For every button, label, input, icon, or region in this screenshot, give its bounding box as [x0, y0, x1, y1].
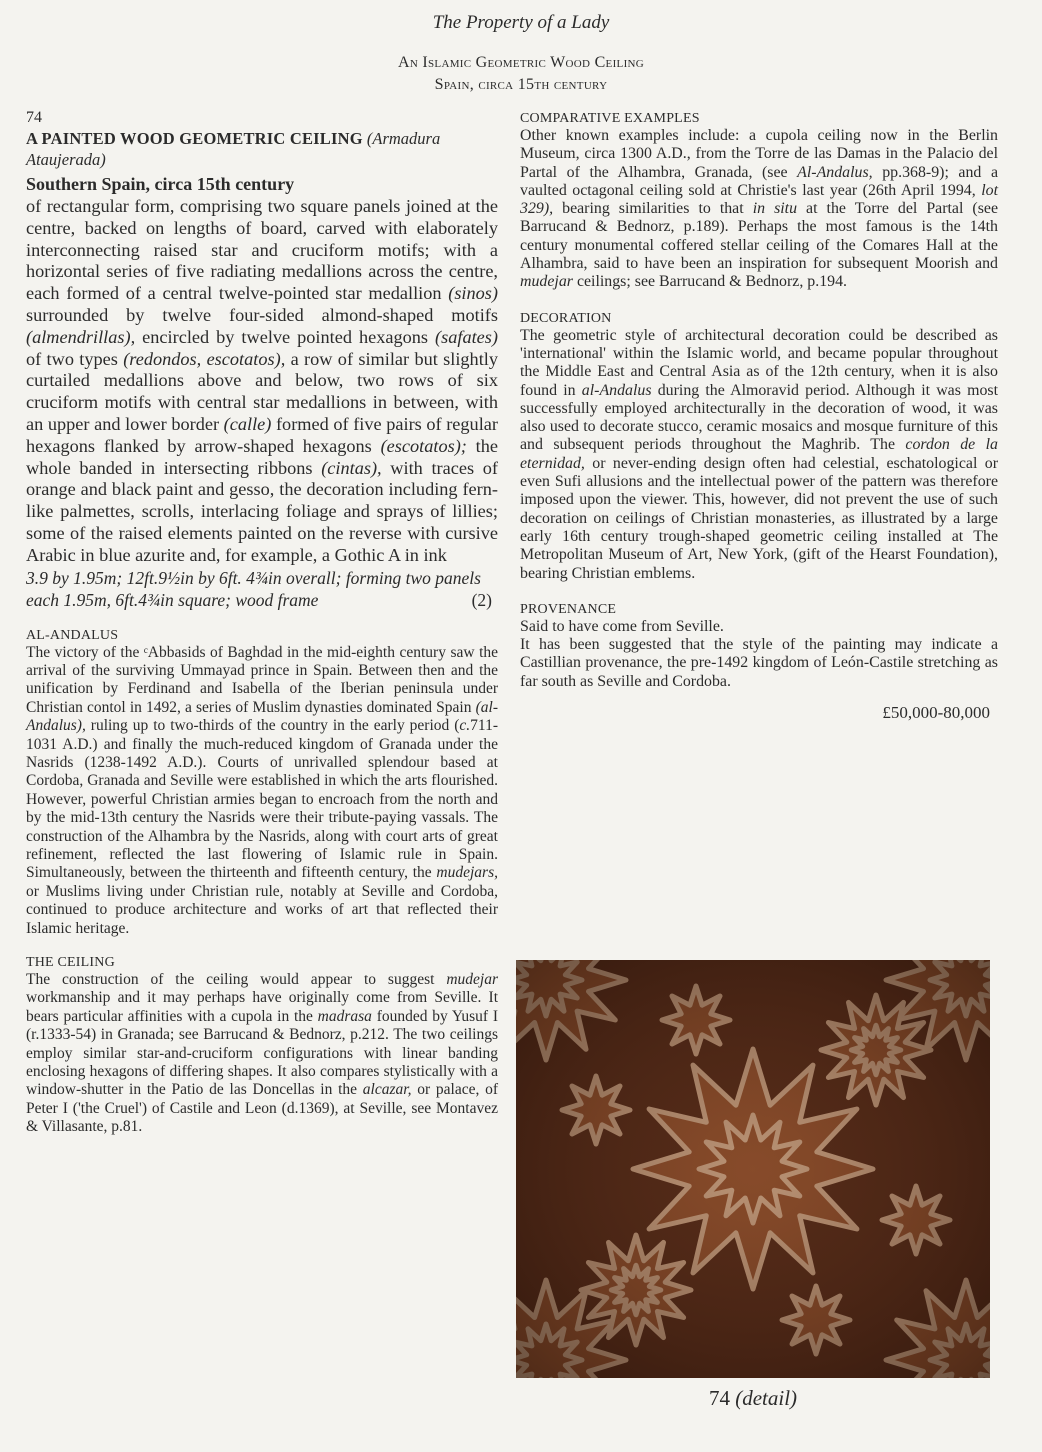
body-text: bearing similarities to that	[553, 200, 753, 218]
lot-origin: Southern Spain, circa 15th century	[26, 174, 295, 194]
right-column	[520, 110, 998, 723]
desc-text: with traces of orange and black paint and gesso, the decoration including fern-like palmettes, scrolls, interlacing foliage and sprays of lillies; some of the raised elements painted on the reverse with cursive Arabic in blue azurite and, for example, a Gothic A in ink	[26, 457, 498, 565]
section-heading-comparative: COMPARATIVE EXAMPLES	[520, 111, 700, 126]
page-subtitle	[0, 52, 1042, 96]
body-text: founded by Yusuf I (r.1333-54) in Granada; see Barrucand & Bednorz, p.212. The two ceilings employ similar star-and-cruciform configurations with linear banding enclosing hexagons of differing shapes. It also compares stylistically with a window-shutter in the Patio de las Doncellas in the	[26, 1007, 498, 1099]
body-text: Other known examples include: a cupola ceiling now in the Berlin Museum, circa 1300 A.D., from the Torre de las Damas in the Palacio del Partal of the Alhambra, Granada, (see	[520, 127, 998, 181]
body-text: ceilings; see Barrucand & Bednorz, p.194.	[572, 273, 848, 291]
body-text: workmanship and it may perhaps have originally come from Seville. It bears particular affinities with a cupola in the	[26, 989, 498, 1025]
body-text: or Muslims living under Christian rule, notably at Seville and Cordoba, continued to produce architecture and works of art that reflected their Islamic heritage.	[26, 882, 498, 937]
section-text-comparative	[520, 127, 998, 292]
lot-title-alt: (Armadura Ataujerada)	[26, 129, 441, 169]
body-italic: Al-Andalus,	[797, 163, 873, 181]
section-heading-provenance: PROVENANCE	[520, 601, 617, 617]
body-italic: mudejars,	[436, 864, 498, 882]
lot-dimensions	[26, 567, 498, 611]
section-text-provenance: It has been suggested that the style of the painting may indicate a Castillian provenance, the pre-1492 kingdom of León-Castile stretching as far south as Seville and Cordoba.	[520, 636, 998, 690]
desc-term: (almendrillas),	[26, 326, 136, 347]
body-italic: (al-Andalus),	[26, 698, 498, 735]
provenance-line: Said to have come from Seville.	[520, 617, 724, 635]
caption-lot-number: 74	[708, 1386, 730, 1410]
lot-title	[26, 128, 498, 170]
body-italic: madrasa	[317, 1007, 372, 1025]
desc-text: a row of similar but slightly curtailed medallions above and below, two rows of six cruciform motifs with central star medallions in between, with an upper and lower border	[26, 348, 499, 434]
section-text-ceiling	[26, 971, 498, 1137]
desc-term: (redondos, escotatos),	[123, 348, 286, 369]
body-text: pp.368-9); and a vaulted octagonal ceiling sold at Christie's last year (26th April 1994,	[520, 163, 998, 199]
desc-text: surrounded by twelve four-sided almond-shaped motifs	[26, 304, 498, 325]
body-italic: alcazar,	[362, 1081, 412, 1099]
body-text: at the Torre del Partal (see Barrucand & Bednorz, p.189). Perhaps the most famous is the 14th century monumental coffered stellar ceiling of the Comares Hall at the Alhambra, said to have been an inspiration for subsequent Moorish and	[520, 200, 998, 273]
ceiling-detail-photo	[516, 960, 990, 1378]
body-italic: mudejar	[520, 273, 573, 291]
caption-detail: (detail)	[735, 1386, 798, 1410]
desc-text: of rectangular form, comprising two square panels joined at the centre, backed on lengths of board, carved with elaborately interconnecting raised star and cruciform motifs; with a horizontal series of five radiating medallions across the centre, each formed of a central twelve-pointed star medallion	[26, 196, 498, 304]
body-text: The victory of the ᶜAbbasids of Baghdad in the mid-eighth century saw the arrival of the surviving Ummayad prince in Spain. Between then and the unification by Ferdinand and Isabella of the Iberian peninsula under Christian contol in 1492, a series of Muslim dynasties dominated Spain	[26, 643, 498, 716]
section-heading-decoration: DECORATION	[520, 310, 612, 326]
body-italic: in situ	[752, 200, 798, 218]
body-text: 711-1031 A.D.) and finally the much-reduced kingdom of Granada under the Nasrids (1238-1492 A.D.). Courts of unrivalled splendour based at Cordoba, Granada and Seville were established in which the arts flourished. However, powerful Christian armies began to encroach from the north and by the mid-13th century the Nasrids were their tribute-paying vassals. The construction of the Alhambra by the Nasrids, along with court arts of great refinement, reflected the last flowering of Islamic rule in Spain. Simultaneously, between the thirteenth and fifteenth century, the	[26, 717, 498, 882]
dimensions-text: 3.9 by 1.95m; 12ft.9½in by 6ft. 4¾in overall; forming two panels each 1.95m, 6ft.4¾in square; wood frame	[26, 567, 481, 610]
lot-number: 74	[26, 109, 42, 126]
body-text: during the Almoravid period. Although it was most successfully employed architecturally in the decoration of wood, it was also used to decorate stucco, ceramic mosaics and mosque furniture of this and subsequent periods throughout the Maghrib. The	[520, 381, 998, 454]
page-running-title: The Property of a Lady	[432, 12, 610, 33]
desc-term: (cintas),	[321, 457, 382, 478]
lot-title-main: A PAINTED WOOD GEOMETRIC CEILING	[26, 129, 363, 148]
section-text-decoration	[520, 327, 998, 583]
photo-caption	[516, 1386, 990, 1411]
desc-text: encircled by twelve pointed hexagons	[135, 326, 436, 347]
section-text-al-andalus	[26, 644, 498, 939]
body-text: ruling up to two-thirds of the country in the early period (	[85, 717, 460, 735]
section-heading-ceiling: THE CEILING	[26, 955, 115, 971]
desc-term: (calle)	[223, 413, 272, 434]
desc-text: formed of five pairs of regular hexagons flanked by arrow-shaped hexagons	[26, 413, 498, 456]
desc-term: (sinos)	[448, 283, 498, 304]
body-italic: lot 329),	[520, 181, 998, 218]
left-column	[26, 108, 498, 1137]
body-text: or never-ending design often had celestial, eschatological or even Sufi allusions and the intellectual power of the pattern was therefore imposed upon the viewer. This, however, did not prevent the use of such decoration on ceilings of Christian monasteries, as illustrated by a large early 16th century trough-shaped geometric ceiling installed at The Metropolitan Museum of Art, New York, (gift of the Hearst Foundation), bearing Christian emblems.	[520, 454, 998, 582]
body-italic: al-Andalus	[581, 381, 652, 399]
body-italic: c.	[459, 717, 471, 735]
body-italic: mudejar	[446, 971, 498, 989]
price-estimate: £50,000-80,000	[882, 703, 990, 723]
lot-description	[26, 196, 498, 567]
subtitle-line-2: Spain, circa 15th century	[434, 76, 608, 93]
body-text: The construction of the ceiling would appear to suggest	[26, 971, 447, 989]
desc-text: of two types	[26, 348, 124, 369]
lot-quantity: (2)	[471, 589, 492, 610]
section-heading-al-andalus: AL-ANDALUS	[26, 627, 119, 643]
desc-term: (safates)	[435, 326, 498, 347]
desc-text: the whole banded in intersecting ribbons	[26, 435, 499, 478]
geometric-pattern-image	[516, 960, 990, 1378]
body-italic: cordon de la eternidad,	[520, 436, 998, 472]
desc-term: (escotatos);	[380, 435, 467, 456]
body-text: The geometric style of architectural decoration could be described as 'international' within the Islamic world, and became popular throughout the Middle East and Central Asia as of the 12th century, when it is also found in	[520, 326, 998, 399]
subtitle-line-1: An Islamic Geometric Wood Ceiling	[397, 54, 645, 71]
body-text: or palace, of Peter I ('the Cruel') of Castile and Leon (d.1369), at Seville, see Montavez & Villasante, p.81.	[26, 1081, 498, 1136]
